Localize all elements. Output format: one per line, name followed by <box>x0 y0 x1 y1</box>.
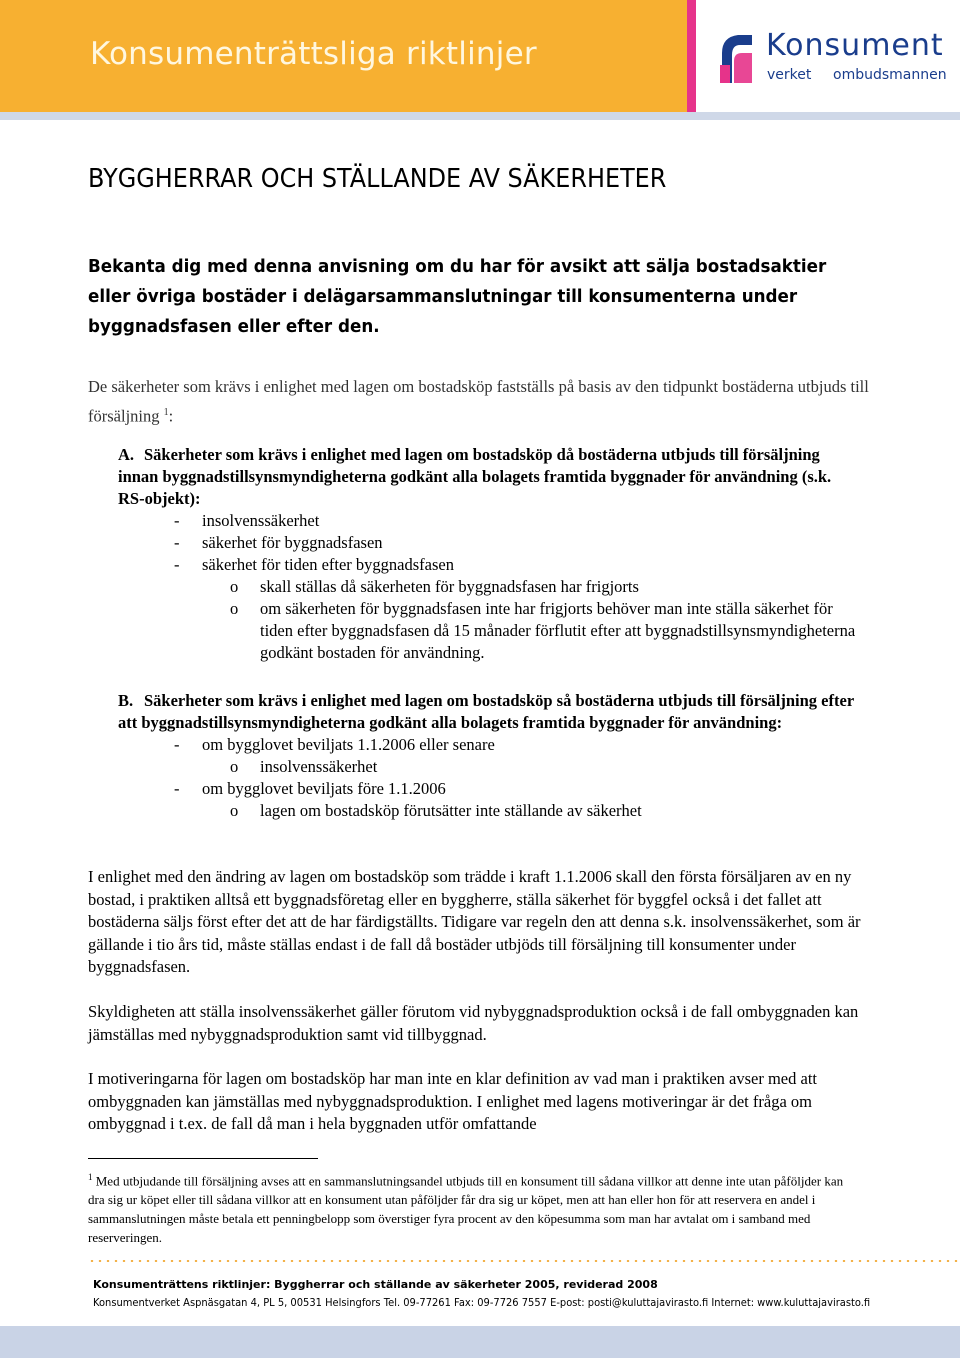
dash-bullet: - <box>174 533 180 552</box>
intro-line: byggnadsfasen eller efter den. <box>88 316 380 337</box>
footnote-separator <box>88 1158 318 1159</box>
logo-mark-icon <box>720 33 754 85</box>
header-underline <box>0 112 960 120</box>
list-item-text: säkerhet för tiden efter byggnadsfasen <box>202 555 454 574</box>
sub-list-item <box>118 576 858 598</box>
circle-bullet: o <box>230 801 239 820</box>
footnote-ref: 1 <box>163 407 169 418</box>
section-letter: A. <box>118 445 135 464</box>
list-item <box>118 532 858 554</box>
list-item <box>118 510 858 532</box>
logo-wordmark: Konsument <box>766 28 944 63</box>
lead-colon: : <box>168 406 174 426</box>
sub-list-item <box>118 756 858 778</box>
list-item-text: om bygglovet beviljats 1.1.2006 eller senare <box>202 735 495 754</box>
list-item <box>118 554 858 576</box>
lead-paragraph <box>88 374 878 430</box>
sub-list-item-text: insolvenssäkerhet <box>260 757 378 776</box>
intro-paragraph <box>88 252 908 342</box>
footer-contact-info: Konsumentverket Aspnäsgatan 4, PL 5, 00531 Helsingfors Tel. 09-77261 Fax: 09-7726 7557 E-post: posti@kuluttajavirasto.fi Internet: www.kuluttajavirasto.fi <box>93 1296 871 1309</box>
section-a-heading <box>118 444 858 510</box>
list-item <box>118 778 858 800</box>
body-paragraph: I motiveringarna för lagen om bostadsköp har man inte en klar definition av vad man i praktiken avser med att ombyggnaden kan jämställas med nybyggnadsproduktion. I enlighet med lagens motiveringar är det fråga om ombyggnad i t.ex. de fall då man i hela byggnaden utför omfattande <box>88 1069 817 1133</box>
section-heading-text: Säkerheter som krävs i enlighet med lagen om bostadsköp så bostäderna utbjuds till försäljning efter att byggnadstillsynsmyndigheterna godkänt alla bolagets framtida byggnader för användning: <box>118 691 854 732</box>
list-item <box>118 734 858 756</box>
dash-bullet: - <box>174 511 180 530</box>
logo-subtext-ombudsmannen: ombudsmannen <box>833 67 947 83</box>
sub-list-item <box>118 800 858 822</box>
list-item-text: insolvenssäkerhet <box>202 511 320 530</box>
sub-list-item-text: skall ställas då säkerheten för byggnadsfasen har frigjorts <box>260 577 639 596</box>
footnote <box>88 1168 858 1247</box>
dotted-divider <box>88 1260 960 1262</box>
accent-bar <box>687 0 696 112</box>
body-paragraph: I enlighet med den ändring av lagen om bostadsköp som trädde i kraft 1.1.2006 skall den första försäljaren av en ny bostad, i praktiken alltså ett byggnadsföretag eller en byggherre, ställa säkerhet för byggfel också i det fallet att bostäderna säljs först efter det att de har färdigställts. Tidigare var regeln den att denna s.k. insolvenssäkerhet, som är gällande i tio års tid, måste ställas endast i de fall då bostäder utbjöds till försäljning till konsumenter under byggnadsfasen. <box>88 867 861 976</box>
logo <box>696 0 960 112</box>
intro-line: Bekanta dig med denna anvisning om du har för avsikt att sälja bostadsaktier <box>88 256 827 277</box>
footer-document-info: Konsumenträttens riktlinjer: Byggherrar och ställande av säkerheter 2005, reviderad 2008 <box>93 1278 658 1291</box>
section-b <box>118 690 858 822</box>
sub-list-item-text: lagen om bostadsköp förutsätter inte ställande av säkerhet <box>260 801 642 820</box>
footer-band <box>0 1326 960 1358</box>
circle-bullet: o <box>230 577 239 596</box>
intro-line: eller övriga bostäder i delägarsammanslutningar till konsumenterna under <box>88 286 798 307</box>
page-title: BYGGHERRAR OCH STÄLLANDE AV SÄKERHETER <box>88 164 667 194</box>
header-title: Konsumenträttsliga riktlinjer <box>90 36 537 72</box>
footnote-text: Med utbjudande till försäljning avses att en sammanslutningsandel utbjuds till en konsument till sådana villkor att denne inte utan påföljder kan dra sig ur köpet eller till sådana villkor att en konsument utan påföljder får dra sig ur köpet, men att han eller hon för att reservera en andel i sammanslutningen måste betala ett penningbelopp som överstiger fyra procent av den köpesumma som man har avtalat om i samband med reserveringen. <box>88 1173 844 1246</box>
dash-bullet: - <box>174 779 180 798</box>
dash-bullet: - <box>174 555 180 574</box>
section-a <box>118 444 858 664</box>
footnote-number: 1 <box>88 1172 93 1182</box>
logo-subtext-verket: verket <box>767 67 812 83</box>
lead-text: De säkerheter som krävs i enlighet med lagen om bostadsköp fastställs på basis av den tidpunkt bostäderna utbjuds till försäljning <box>88 377 869 426</box>
section-heading-text: Säkerheter som krävs i enlighet med lagen om bostadsköp då bostäderna utbjuds till försäljning innan byggnadstillsynsmyndigheterna godkänt alla bolagets framtida byggnader för användning (s.k. RS-objekt): <box>118 445 832 508</box>
section-letter: B. <box>118 691 134 710</box>
list-item-text: om bygglovet beviljats före 1.1.2006 <box>202 779 446 798</box>
dash-bullet: - <box>174 735 180 754</box>
sub-list-item-text: om säkerheten för byggnadsfasen inte har frigjorts behöver man inte ställa säkerhet för tiden efter byggnadsfasen då 15 månader förflutit efter att byggnadstillsynsmyndigheterna godkänt bostaden för användning. <box>260 599 856 662</box>
sub-list-item <box>118 598 858 664</box>
circle-bullet: o <box>230 599 239 618</box>
circle-bullet: o <box>230 757 239 776</box>
list-item-text: säkerhet för byggnadsfasen <box>202 533 383 552</box>
body-paragraph: Skyldigheten att ställa insolvenssäkerhet gäller förutom vid nybyggnadsproduktion också i de fall ombyggnaden kan jämställas med nybyggnadsproduktion samt vid tillbyggnad. <box>88 1002 859 1044</box>
section-b-heading <box>118 690 858 734</box>
